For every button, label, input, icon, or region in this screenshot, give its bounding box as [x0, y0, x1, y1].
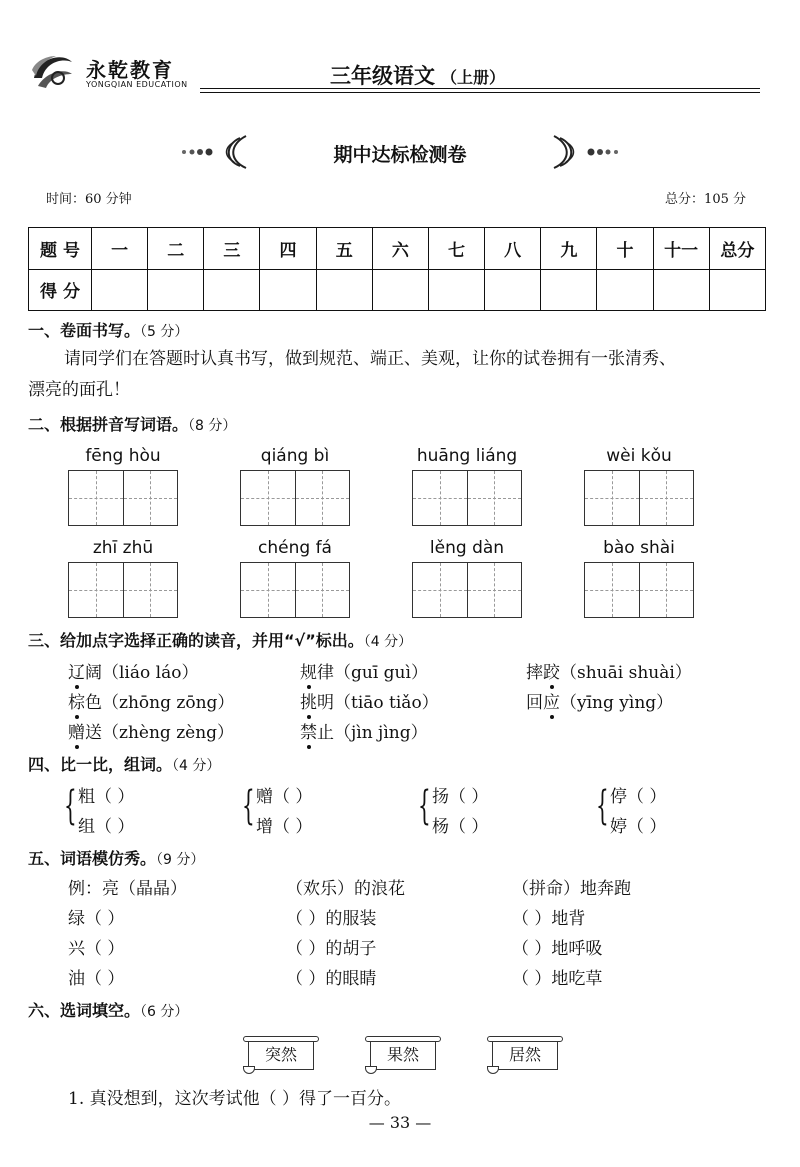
page-number: — 33 —: [368, 1113, 432, 1132]
section-title-text: 三、给加点字选择正确的读音，并用“√”标出。: [28, 631, 364, 650]
brace-icon: {: [242, 783, 255, 829]
choice-text: （shuāi shuài）: [560, 663, 692, 683]
grid-cell[interactable]: [296, 563, 350, 617]
imitation-item[interactable]: 油（ ）: [68, 969, 125, 989]
score-cell[interactable]: [316, 269, 372, 311]
plain-char: 摔: [526, 663, 543, 683]
logo-swirl-icon: [28, 48, 76, 96]
score-cell[interactable]: [148, 269, 204, 311]
grid-cell[interactable]: [241, 471, 296, 525]
header-rule: [200, 88, 760, 89]
compare-word-item[interactable]: 婷（ ）: [610, 817, 667, 837]
word-choice-scroll[interactable]: 突然: [248, 1040, 314, 1070]
grid-cell[interactable]: [413, 471, 468, 525]
subject-title: [330, 60, 505, 90]
table-col-header: 六: [372, 228, 428, 270]
writing-grid[interactable]: [240, 562, 350, 618]
table-col-header: 十一: [653, 228, 709, 270]
pinyin-label: bào shài: [603, 538, 675, 558]
imitation-item[interactable]: （ ）地吃草: [512, 969, 603, 989]
fill-blank-question[interactable]: 1. 真没想到，这次考试他（ ）得了一百分。: [68, 1089, 402, 1109]
writing-grid[interactable]: [68, 470, 178, 526]
exam-total-score: 总分：105 分: [665, 192, 746, 207]
score-cell[interactable]: [260, 269, 316, 311]
imitation-item[interactable]: （ ）地呼吸: [512, 939, 603, 959]
section-points: （6 分）: [140, 1004, 189, 1020]
table-col-header: 七: [428, 228, 484, 270]
imitation-item[interactable]: （ ）地背: [512, 909, 586, 929]
dotted-char: 应: [543, 693, 560, 713]
ornament-right-icon: [542, 134, 622, 170]
choice-text: 阔（liáo láo）: [85, 663, 199, 683]
imitation-item[interactable]: 绿（ ）: [68, 909, 125, 929]
score-cell[interactable]: [597, 269, 653, 311]
reading-choice-item[interactable]: [526, 688, 673, 713]
score-table-header-row: [29, 228, 766, 270]
section-2-title: [28, 412, 236, 435]
score-table: [28, 227, 766, 311]
writing-grid[interactable]: [412, 562, 522, 618]
section-points: （4 分）: [363, 634, 413, 650]
plain-char: 回: [526, 693, 543, 713]
reading-choice-item[interactable]: [68, 718, 234, 743]
compare-word-item[interactable]: 粗（ ）: [78, 787, 135, 807]
writing-grid[interactable]: [68, 562, 178, 618]
reading-choice-item[interactable]: [300, 688, 439, 713]
instruction-line: 请同学们在答题时认真书写，做到规范、端正、美观，让你的试卷拥有一张清秀、: [64, 349, 676, 369]
imitation-item[interactable]: 兴（ ）: [68, 939, 125, 959]
compare-word-item[interactable]: 增（ ）: [256, 817, 313, 837]
dotted-char: 禁: [300, 723, 317, 743]
brace-icon: {: [418, 783, 431, 829]
imitation-item[interactable]: （ ）的眼睛: [286, 969, 377, 989]
brace-icon: {: [596, 783, 609, 829]
table-col-header: 十: [597, 228, 653, 270]
choice-text: （yīng yìng）: [560, 693, 674, 713]
compare-word-item[interactable]: 杨（ ）: [432, 817, 489, 837]
grid-cell[interactable]: [585, 563, 640, 617]
table-col-header: 五: [316, 228, 372, 270]
compare-word-item[interactable]: 停（ ）: [610, 787, 667, 807]
section-points: （8 分）: [188, 418, 237, 434]
table-col-header: 三: [204, 228, 260, 270]
brand-english: YONGQIAN EDUCATION: [86, 80, 188, 89]
section-points: （9 分）: [156, 852, 205, 868]
writing-grid[interactable]: [584, 562, 694, 618]
score-table-score-row: [29, 269, 766, 311]
dotted-char: 挑: [300, 693, 317, 713]
reading-choice-item[interactable]: [68, 658, 198, 683]
imitation-item[interactable]: （ ）的服装: [286, 909, 377, 929]
table-col-header: 八: [485, 228, 541, 270]
choice-text: 色（zhōng zōng）: [85, 693, 235, 713]
pinyin-label: qiáng bì: [260, 446, 330, 466]
pinyin-label: lěng dàn: [429, 538, 505, 558]
dotted-char: 赠: [68, 723, 85, 743]
pinyin-label: zhī zhū: [92, 538, 154, 558]
imitation-example: 例：亮（晶晶）: [68, 879, 187, 899]
dotted-char: 跤: [543, 663, 560, 683]
table-row-head: 题 号: [29, 228, 92, 270]
section-title-text: 一、卷面书写。: [28, 321, 141, 340]
reading-choice-item[interactable]: [300, 658, 428, 683]
choice-text: 送（zhèng zèng）: [85, 723, 235, 743]
score-cell[interactable]: [653, 269, 709, 311]
score-cell[interactable]: [204, 269, 260, 311]
writing-grid[interactable]: [584, 470, 694, 526]
brace-icon: {: [64, 783, 77, 829]
word-choice-scroll[interactable]: 果然: [370, 1040, 436, 1070]
imitation-example: （拼命）地奔跑: [512, 879, 631, 899]
volume-label: （上册）: [441, 68, 506, 87]
table-col-header: 总分: [709, 228, 765, 270]
section-3-title: [28, 628, 412, 651]
imitation-example: （欢乐）的浪花: [286, 879, 405, 899]
section-4-title: [28, 752, 220, 775]
grid-cell[interactable]: [585, 471, 640, 525]
grid-cell[interactable]: [296, 471, 350, 525]
grid-cell[interactable]: [241, 563, 296, 617]
grid-cell[interactable]: [124, 563, 178, 617]
grid-cell[interactable]: [468, 471, 522, 525]
section-1-instructions: [28, 344, 768, 406]
section-title-text: 六、选词填空。: [28, 1001, 141, 1020]
table-row-head: 得 分: [29, 269, 92, 311]
section-1-title: [28, 318, 188, 341]
grid-cell[interactable]: [640, 563, 694, 617]
table-col-header: 四: [260, 228, 316, 270]
table-col-header: 九: [541, 228, 597, 270]
grid-cell[interactable]: [468, 563, 522, 617]
score-cell[interactable]: [428, 269, 484, 311]
word-choice-scroll[interactable]: 居然: [492, 1040, 558, 1070]
subject-name: 三年级语文: [330, 63, 435, 88]
pinyin-label: chéng fá: [258, 538, 332, 558]
table-col-header: 二: [148, 228, 204, 270]
dotted-char: 棕: [68, 693, 85, 713]
compare-word-item[interactable]: 赠（ ）: [256, 787, 313, 807]
score-cell[interactable]: [372, 269, 428, 311]
section-points: （5 分）: [140, 324, 189, 340]
reading-choice-item[interactable]: [526, 658, 692, 683]
pinyin-label: wèi kǒu: [606, 446, 672, 466]
grid-cell[interactable]: [69, 471, 124, 525]
section-6-title: [28, 998, 188, 1021]
pinyin-label: fēng hòu: [85, 446, 161, 466]
section-title-text: 五、词语模仿秀。: [28, 849, 157, 868]
choice-text: 律（guī guì）: [317, 663, 428, 683]
compare-word-item[interactable]: 组（ ）: [78, 817, 135, 837]
grid-cell[interactable]: [69, 563, 124, 617]
header-rule-thin: [200, 92, 760, 93]
instruction-line: 漂亮的面孔！: [28, 380, 130, 400]
section-title-text: 二、根据拼音写词语。: [28, 415, 189, 434]
section-title-text: 四、比一比，组词。: [28, 755, 173, 774]
reading-choice-item[interactable]: [300, 718, 428, 743]
writing-grid[interactable]: [412, 470, 522, 526]
score-cell[interactable]: [709, 269, 765, 311]
imitation-item[interactable]: （ ）的胡子: [286, 939, 377, 959]
pinyin-label: huāng liáng: [416, 446, 518, 466]
grid-cell[interactable]: [640, 471, 694, 525]
grid-cell[interactable]: [124, 471, 178, 525]
table-col-header: 一: [92, 228, 148, 270]
choice-text: 止（jìn jìng）: [317, 723, 428, 743]
section-5-title: [28, 846, 204, 869]
compare-word-item[interactable]: 扬（ ）: [432, 787, 489, 807]
dotted-char: 辽: [68, 663, 85, 683]
writing-grid[interactable]: [240, 470, 350, 526]
score-cell[interactable]: [485, 269, 541, 311]
section-points: （4 分）: [172, 758, 221, 774]
choice-text: 明（tiāo tiǎo）: [317, 693, 439, 713]
exam-title: 期中达标检测卷: [333, 144, 467, 166]
reading-choice-item[interactable]: [68, 688, 234, 713]
brand-name: 永乾教育: [86, 58, 174, 82]
dotted-char: 规: [300, 663, 317, 683]
score-cell[interactable]: [541, 269, 597, 311]
grid-cell[interactable]: [413, 563, 468, 617]
exam-time: 时间：60 分钟: [46, 192, 132, 207]
score-cell[interactable]: [92, 269, 148, 311]
